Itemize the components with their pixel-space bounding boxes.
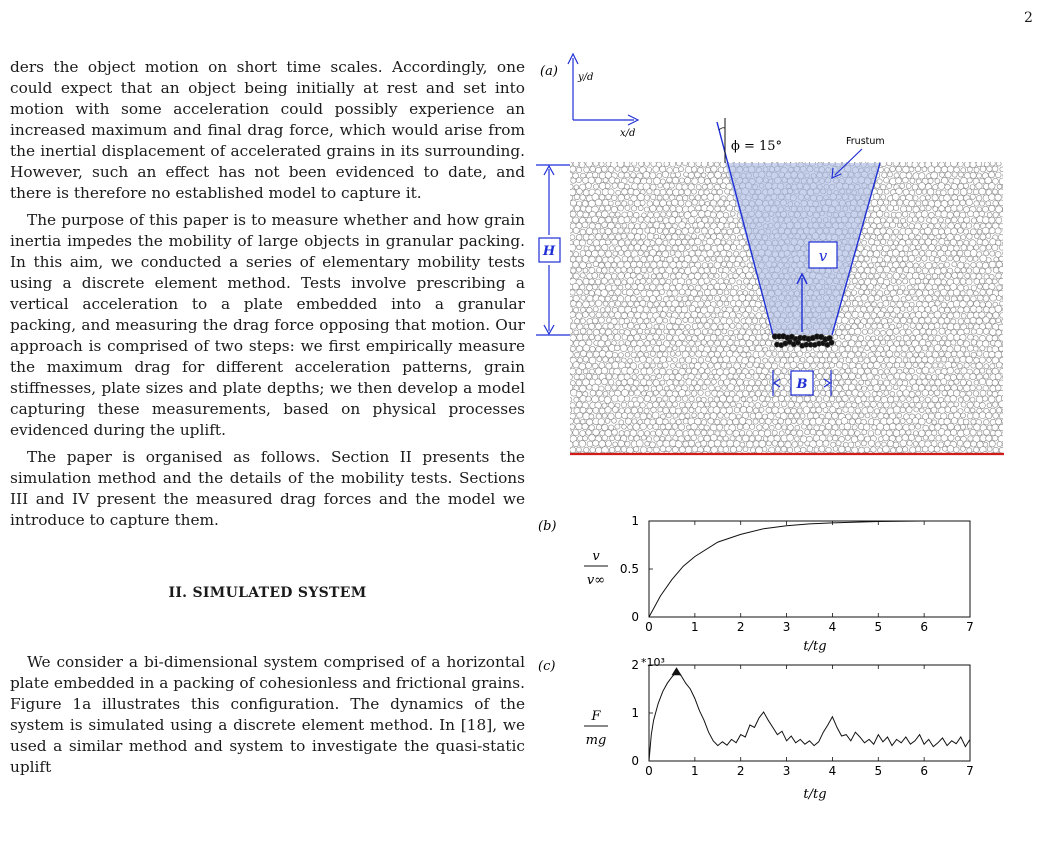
figure-1 xyxy=(528,40,1033,820)
h-label: H xyxy=(542,244,556,259)
axis-y-label: y/d xyxy=(578,72,594,83)
panel-c-ylabel-num: F xyxy=(591,709,601,724)
x-tick-label: 7 xyxy=(966,764,974,778)
v-label: v xyxy=(818,247,828,265)
panel-b-ylabel-num: v xyxy=(592,549,600,564)
x-tick-label: 2 xyxy=(736,764,745,778)
panel-b-label: (b) xyxy=(538,519,557,534)
x-tick-label: 7 xyxy=(966,620,974,634)
y-tick-label: 0 xyxy=(631,610,639,624)
plot-frame xyxy=(649,521,970,617)
x-tick-label: 1 xyxy=(691,764,699,778)
x-tick-label: 6 xyxy=(920,764,928,778)
section-heading: II. SIMULATED SYSTEM xyxy=(168,585,367,601)
paragraph-4: We consider a bi-dimensional system comprised of a horizontal plate embedded in a packing of cohesionless and frictional grains. Figure 1a illustrates this configuration. The dynamics of the system is simulated using a discrete element method. In [18], we used a similar method and system to investigate the quasi-static uplift xyxy=(10,653,525,776)
x-tick-label: 3 xyxy=(782,620,791,634)
axis-x-label: x/d xyxy=(620,128,636,139)
chart-c xyxy=(631,658,973,778)
panel-c-xlabel: t/tg xyxy=(803,787,827,802)
panel-a-label: (a) xyxy=(540,64,558,79)
x-tick-label: 0 xyxy=(645,764,653,778)
x-tick-label: 0 xyxy=(645,620,653,634)
series-line xyxy=(649,521,970,617)
angle-label: ϕ = 15° xyxy=(731,139,783,154)
x-tick-label: 6 xyxy=(920,620,928,634)
page-number: 2 xyxy=(1024,10,1033,26)
y-tick-label: 2 xyxy=(631,658,639,672)
panel-b-ylabel-den: v∞ xyxy=(586,573,606,588)
text-column xyxy=(10,57,525,778)
b-label: B xyxy=(796,377,808,392)
y-tick-label: 1 xyxy=(631,514,639,528)
angle-arc xyxy=(719,128,725,130)
x-tick-label: 4 xyxy=(828,620,837,634)
paragraph-2: The purpose of this paper is to measure whether and how grain inertia impedes the mobility of large objects in granular packing. In this aim, we conducted a series of elementary mobility tests using a discrete element method. Tests involve prescribing a vertical acceleration to a plate embedded into a granular packing, and measuring the drag force opposing that motion. Our approach is comprised of two steps: we first empirically measure the maximum drag for different acceleration patterns, grain stiffnesses, plate sizes and plate depths; we then develop a model capturing these measurements, based on physical processes evidenced during the uplift. xyxy=(10,211,525,439)
x-tick-label: 2 xyxy=(736,620,745,634)
y-tick-label: 0.5 xyxy=(619,562,639,576)
panel-c-ylabel-den: mg xyxy=(585,733,607,748)
x-tick-label: 4 xyxy=(828,764,837,778)
peak-marker xyxy=(672,667,682,675)
x-tick-label: 5 xyxy=(874,764,883,778)
frustum-label: Frustum xyxy=(846,136,885,147)
panel-c-exponent: *10³ xyxy=(641,656,665,669)
panel-b-xlabel: t/tg xyxy=(803,639,827,654)
plot-frame xyxy=(649,665,970,761)
y-tick-label: 1 xyxy=(631,706,639,720)
x-tick-label: 5 xyxy=(874,620,883,634)
paragraph-1: ders the object motion on short time scales. Accordingly, one could expect that an object being initially at rest and set into motion with some acceleration could possibly experience an increased maximum and final drag force, which would arise from the inertial displacement of accelerated grains in its surrounding. However, such an effect has not been evidenced to date, and there is therefore no established model to capture it. xyxy=(10,58,525,202)
chart-b xyxy=(620,514,974,634)
paragraph-3: The paper is organised as follows. Section II presents the simulation method and the details of the mobility tests. Sections III and IV present the measured drag forces and the model we introduce to capture them. xyxy=(10,448,525,529)
coordinate-axes xyxy=(568,54,638,125)
x-tick-label: 3 xyxy=(782,764,791,778)
x-tick-label: 1 xyxy=(691,620,699,634)
panel-c-label: (c) xyxy=(538,659,556,674)
y-tick-label: 0 xyxy=(631,754,639,768)
series-line xyxy=(649,672,970,761)
